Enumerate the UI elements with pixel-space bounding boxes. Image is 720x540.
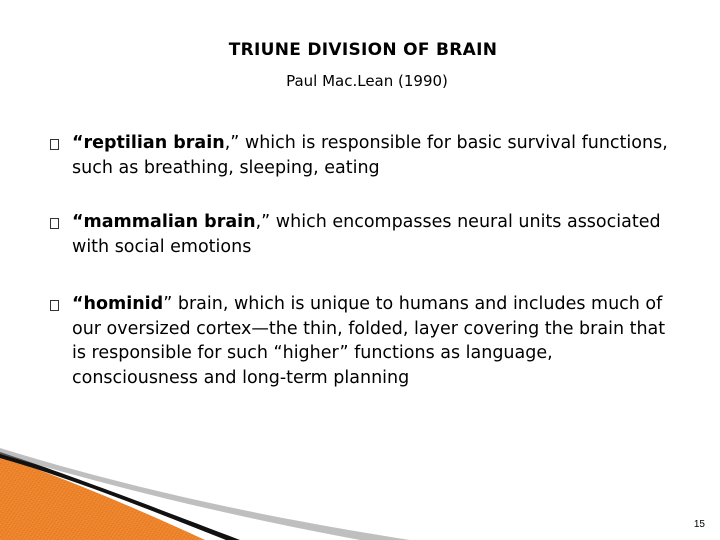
decorative-swoosh	[0, 430, 420, 540]
bullet-item-reptilian	[50, 131, 680, 180]
bullet-term: “mammalian brain	[72, 212, 256, 232]
bullet-list	[50, 131, 680, 390]
bullet-text: ” brain, which is unique to humans and includes much of our oversized cortex—the thin, folded, layer covering the brain that is responsible for such “higher” functions as language, consciousness and long-term planning	[72, 294, 666, 388]
slide-subtitle: Paul Mac.Lean (1990)	[286, 72, 448, 90]
bullet-term: “hominid	[72, 294, 164, 314]
bullet-text: ,” which encompasses neural units associated with social emotions	[72, 212, 661, 257]
page-number: 15	[693, 519, 705, 530]
checkbox-bullet-icon	[50, 300, 59, 311]
bullet-item-mammalian	[50, 210, 680, 259]
slide-title: TRIUNE DIVISION OF BRAIN	[228, 40, 498, 60]
bullet-text: ,” which is responsible for basic survival functions, such as breathing, sleeping, eating	[72, 133, 668, 178]
bullet-term: “reptilian brain	[72, 133, 225, 153]
checkbox-bullet-icon	[50, 139, 59, 150]
bullet-item-hominid	[50, 292, 680, 390]
checkbox-bullet-icon	[50, 218, 59, 229]
